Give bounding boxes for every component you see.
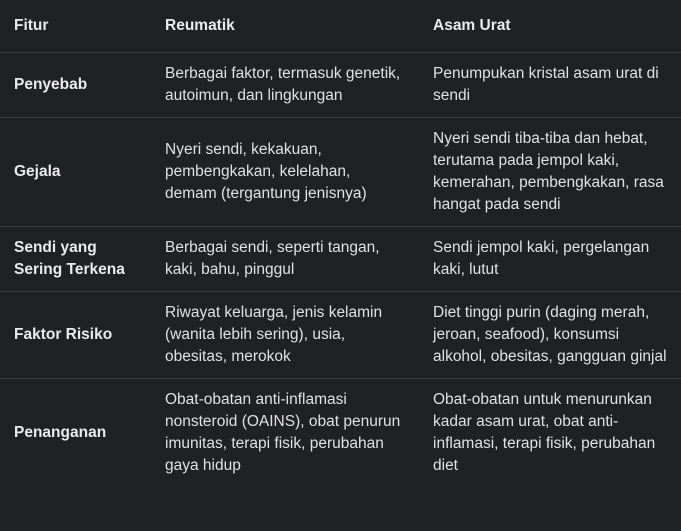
table-row-faktor-risiko	[0, 292, 681, 379]
cell-penanganan-reumatik: Obat-obatan anti-inflamasi nonsteroid (OAINS), obat penurun imunitas, terapi fisik, perubahan gaya hidup	[165, 391, 401, 474]
table-row-penanganan	[0, 379, 681, 488]
cell-penyebab-asam-urat: Penumpukan kristal asam urat di sendi	[433, 65, 659, 104]
row-label-sendi-yang-sering-terkena: Sendi yang Sering Terkena	[14, 239, 125, 278]
cell-faktor-asam-urat: Diet tinggi purin (daging merah, jeroan, seafood), konsumsi alkohol, obesitas, gangguan ginjal	[433, 304, 667, 365]
table-row-sendi-yang-sering-terkena	[0, 227, 681, 292]
cell-gejala-asam-urat: Nyeri sendi tiba-tiba dan hebat, terutama pada jempol kaki, kemerahan, pembengkakan, rasa hangat pada sendi	[433, 130, 664, 213]
cell-gejala-reumatik: Nyeri sendi, kekakuan, pembengkakan, kelelahan, demam (tergantung jenisnya)	[165, 141, 367, 202]
table-row-gejala	[0, 118, 681, 227]
column-header-asam-urat: Asam Urat	[419, 0, 681, 53]
row-label-gejala: Gejala	[14, 163, 61, 180]
cell-penyebab-reumatik: Berbagai faktor, termasuk genetik, autoimun, dan lingkungan	[165, 65, 401, 104]
column-header-reumatik: Reumatik	[151, 0, 419, 53]
column-header-fitur: Fitur	[0, 0, 151, 53]
row-label-penanganan: Penanganan	[14, 424, 107, 441]
row-label-faktor-risiko: Faktor Risiko	[14, 326, 113, 343]
row-label-penyebab: Penyebab	[14, 76, 88, 93]
cell-faktor-reumatik: Riwayat keluarga, jenis kelamin (wanita lebih sering), usia, obesitas, merokok	[165, 304, 383, 365]
cell-sendi-reumatik: Berbagai sendi, seperti tangan, kaki, bahu, pinggul	[165, 239, 380, 278]
table-row-penyebab	[0, 53, 681, 118]
cell-sendi-asam-urat: Sendi jempol kaki, pergelangan kaki, lutut	[433, 239, 650, 278]
cell-penanganan-asam-urat: Obat-obatan untuk menurunkan kadar asam urat, obat anti-inflamasi, terapi fisik, perubahan diet	[433, 391, 656, 474]
table-header-row	[0, 0, 681, 53]
